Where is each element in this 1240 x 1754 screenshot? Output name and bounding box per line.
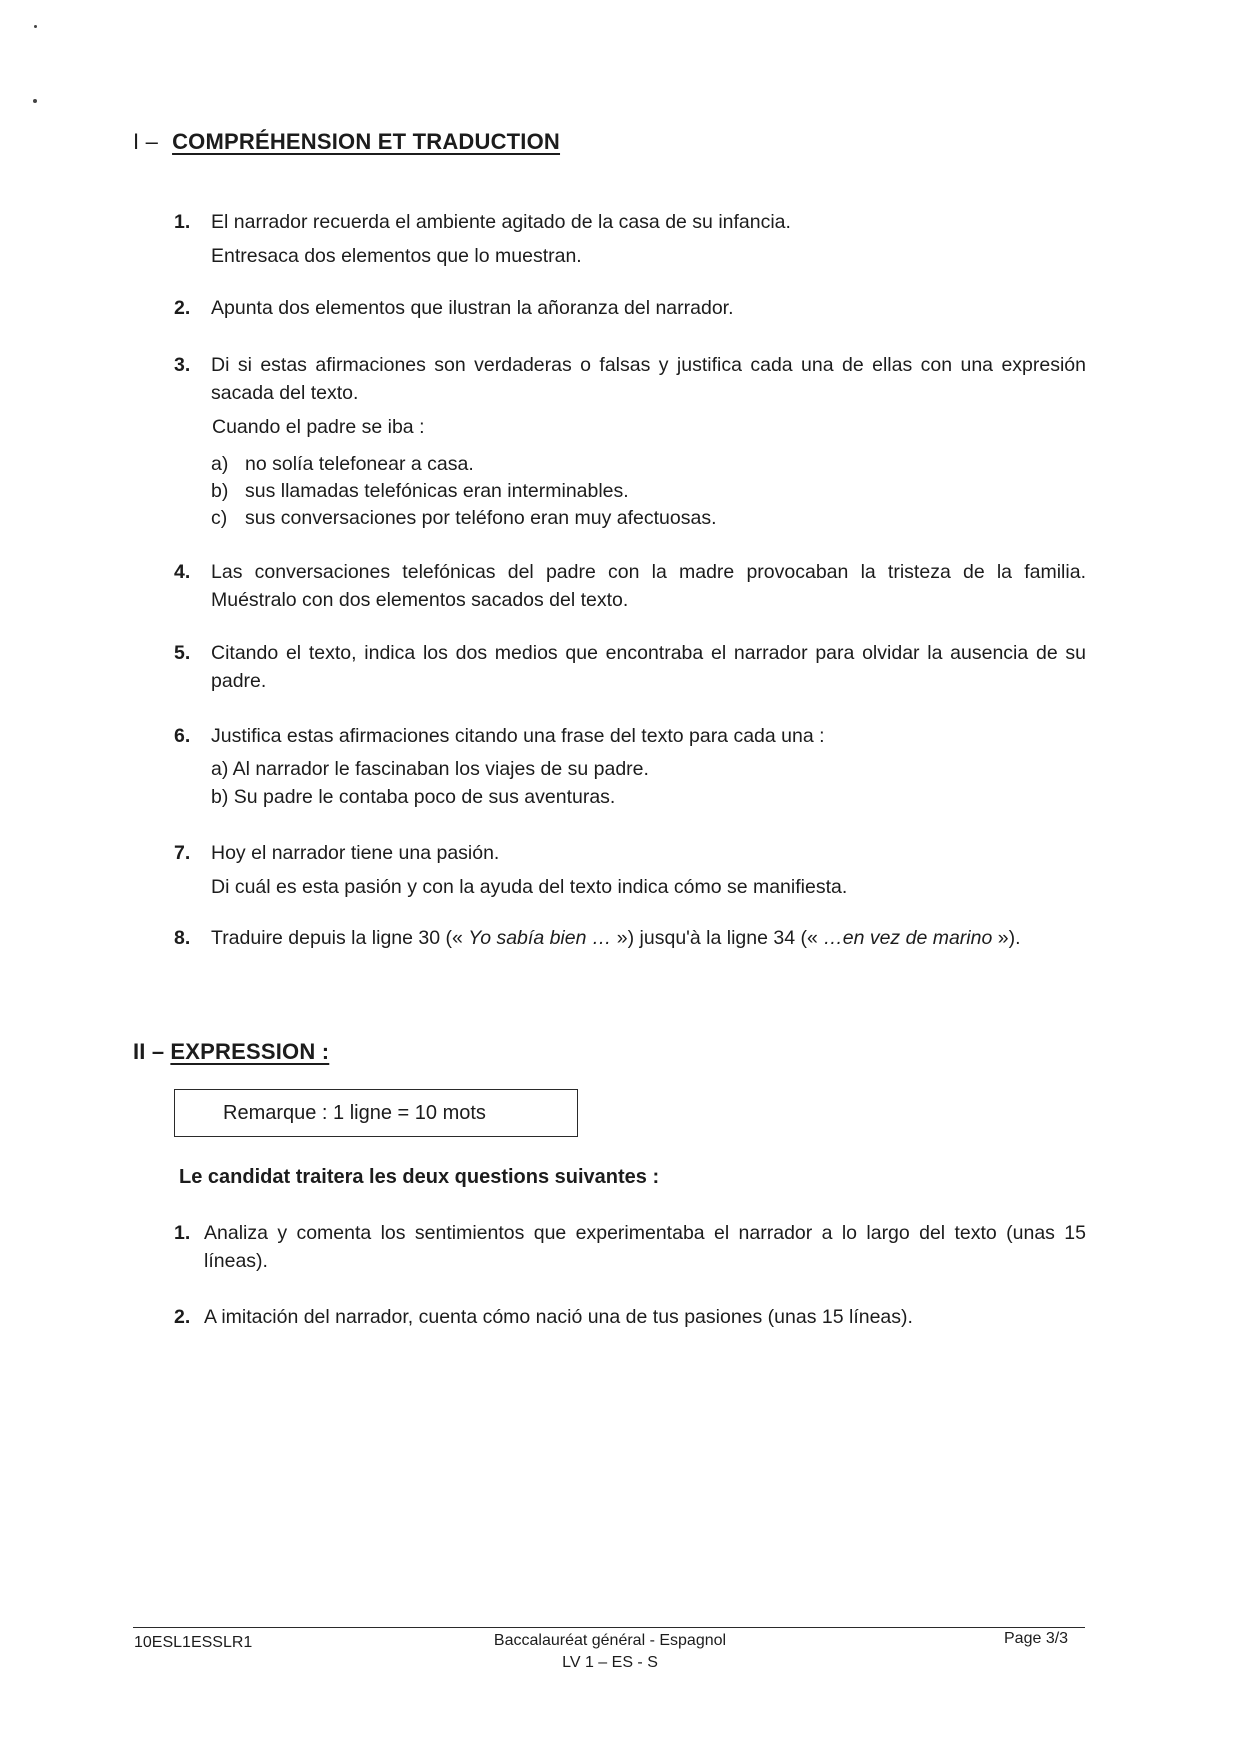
question-number: 6.: [174, 725, 191, 747]
question-text: El narrador recuerda el ambiente agitado de la casa de su infancia.: [211, 211, 791, 233]
footer-series: LV 1 – ES - S: [562, 1654, 658, 1671]
section-2-number: II –: [133, 1039, 165, 1064]
question-number: 3.: [174, 354, 191, 376]
question-number: 2.: [174, 1306, 191, 1328]
remark-box: Remarque : 1 ligne = 10 mots: [174, 1089, 578, 1137]
footer-exam-title: Baccalauréat général - Espagnol: [493, 1632, 727, 1649]
question-leadin: Cuando el padre se iba :: [212, 416, 425, 438]
question-number: 4.: [174, 561, 191, 583]
question-text: Apunta dos elementos que ilustran la añoranza del narrador.: [211, 297, 734, 319]
footer-code: 10ESL1ESSLR1: [134, 1634, 253, 1651]
quote-start: Yo sabía bien …: [468, 927, 612, 949]
question-number: 1.: [174, 211, 191, 233]
question-number: 8.: [174, 927, 191, 949]
question-text: [211, 924, 1086, 952]
question-3-items: [211, 451, 1086, 532]
question-text: A imitación del narrador, cuenta cómo nació una de tus pasiones (unas 15 líneas).: [204, 1306, 913, 1328]
question-4: [174, 558, 1086, 614]
question-2: [174, 294, 1086, 322]
question-text: Analiza y comenta los sentimientos que experimentaba el narrador a lo largo del texto (unas 15 líneas).: [204, 1222, 1086, 1272]
scan-speck: [34, 25, 37, 28]
translate-instruction: ») jusqu'à la ligne 34 («: [611, 927, 824, 949]
question-5: [174, 639, 1086, 695]
question-text: Entresaca dos elementos que lo muestran.: [211, 245, 582, 267]
question-text: Di cuál es esta pasión y con la ayuda del texto indica cómo se manifiesta.: [211, 876, 848, 898]
question-text: Justifica estas afirmaciones citando una frase del texto para cada una :: [211, 725, 825, 747]
question-number: 2.: [174, 297, 191, 319]
item-text: sus conversaciones por teléfono eran muy afectuosas.: [245, 507, 717, 529]
item-text: sus llamadas telefónicas eran interminables.: [245, 480, 629, 502]
question-6: [174, 722, 1086, 811]
question-text: Las conversaciones telefónicas del padre con la madre provocaban la tristeza de la familia. Muéstralo con dos elementos sacados del texto.: [211, 561, 1086, 611]
question-text: Di si estas afirmaciones son verdaderas o falsas y justifica cada una de ellas con una expresión sacada del texto.: [211, 354, 1086, 404]
question-7: [174, 839, 1086, 901]
candidate-instruction: Le candidat traitera les deux questions suivantes :: [179, 1166, 660, 1188]
item-letter: c): [211, 507, 228, 529]
question-8: [174, 924, 1086, 952]
expression-question-2: [174, 1303, 1086, 1331]
question-1: [174, 208, 1086, 270]
question-text: Citando el texto, indica los dos medios que encontraba el narrador para olvidar la ausencia de su padre.: [211, 642, 1086, 692]
item-text: no solía telefonear a casa.: [245, 453, 474, 475]
section-1-title: COMPRÉHENSION ET TRADUCTION: [172, 129, 561, 154]
item-letter: a): [211, 453, 229, 475]
expression-question-1: [174, 1219, 1086, 1275]
answer-item: b) Su padre le contaba poco de sus aventuras.: [211, 786, 616, 808]
item-letter: b): [211, 480, 229, 502]
footer-rule: [133, 1627, 1085, 1628]
scan-speck: [33, 99, 37, 103]
answer-item: [211, 505, 1086, 532]
translate-instruction: Traduire depuis la ligne 30 («: [211, 927, 469, 949]
footer-page-number: Page 3/3: [1004, 1630, 1069, 1647]
section-1-number: I –: [133, 129, 159, 154]
translate-instruction: »).: [992, 927, 1021, 949]
quote-end: …en vez de marino: [823, 927, 993, 949]
section-2-title: EXPRESSION :: [170, 1039, 330, 1064]
answer-item: [211, 478, 1086, 505]
question-number: 7.: [174, 842, 191, 864]
answer-item: [211, 451, 1086, 478]
question-3: [174, 351, 1086, 532]
section-1-heading: [133, 129, 560, 155]
question-number: 1.: [174, 1222, 191, 1244]
question-number: 5.: [174, 642, 191, 664]
answer-item: a) Al narrador le fascinaban los viajes de su padre.: [211, 758, 649, 780]
question-text: Hoy el narrador tiene una pasión.: [211, 842, 500, 864]
footer-exam-info: [460, 1630, 760, 1674]
section-2-heading: [133, 1039, 329, 1065]
